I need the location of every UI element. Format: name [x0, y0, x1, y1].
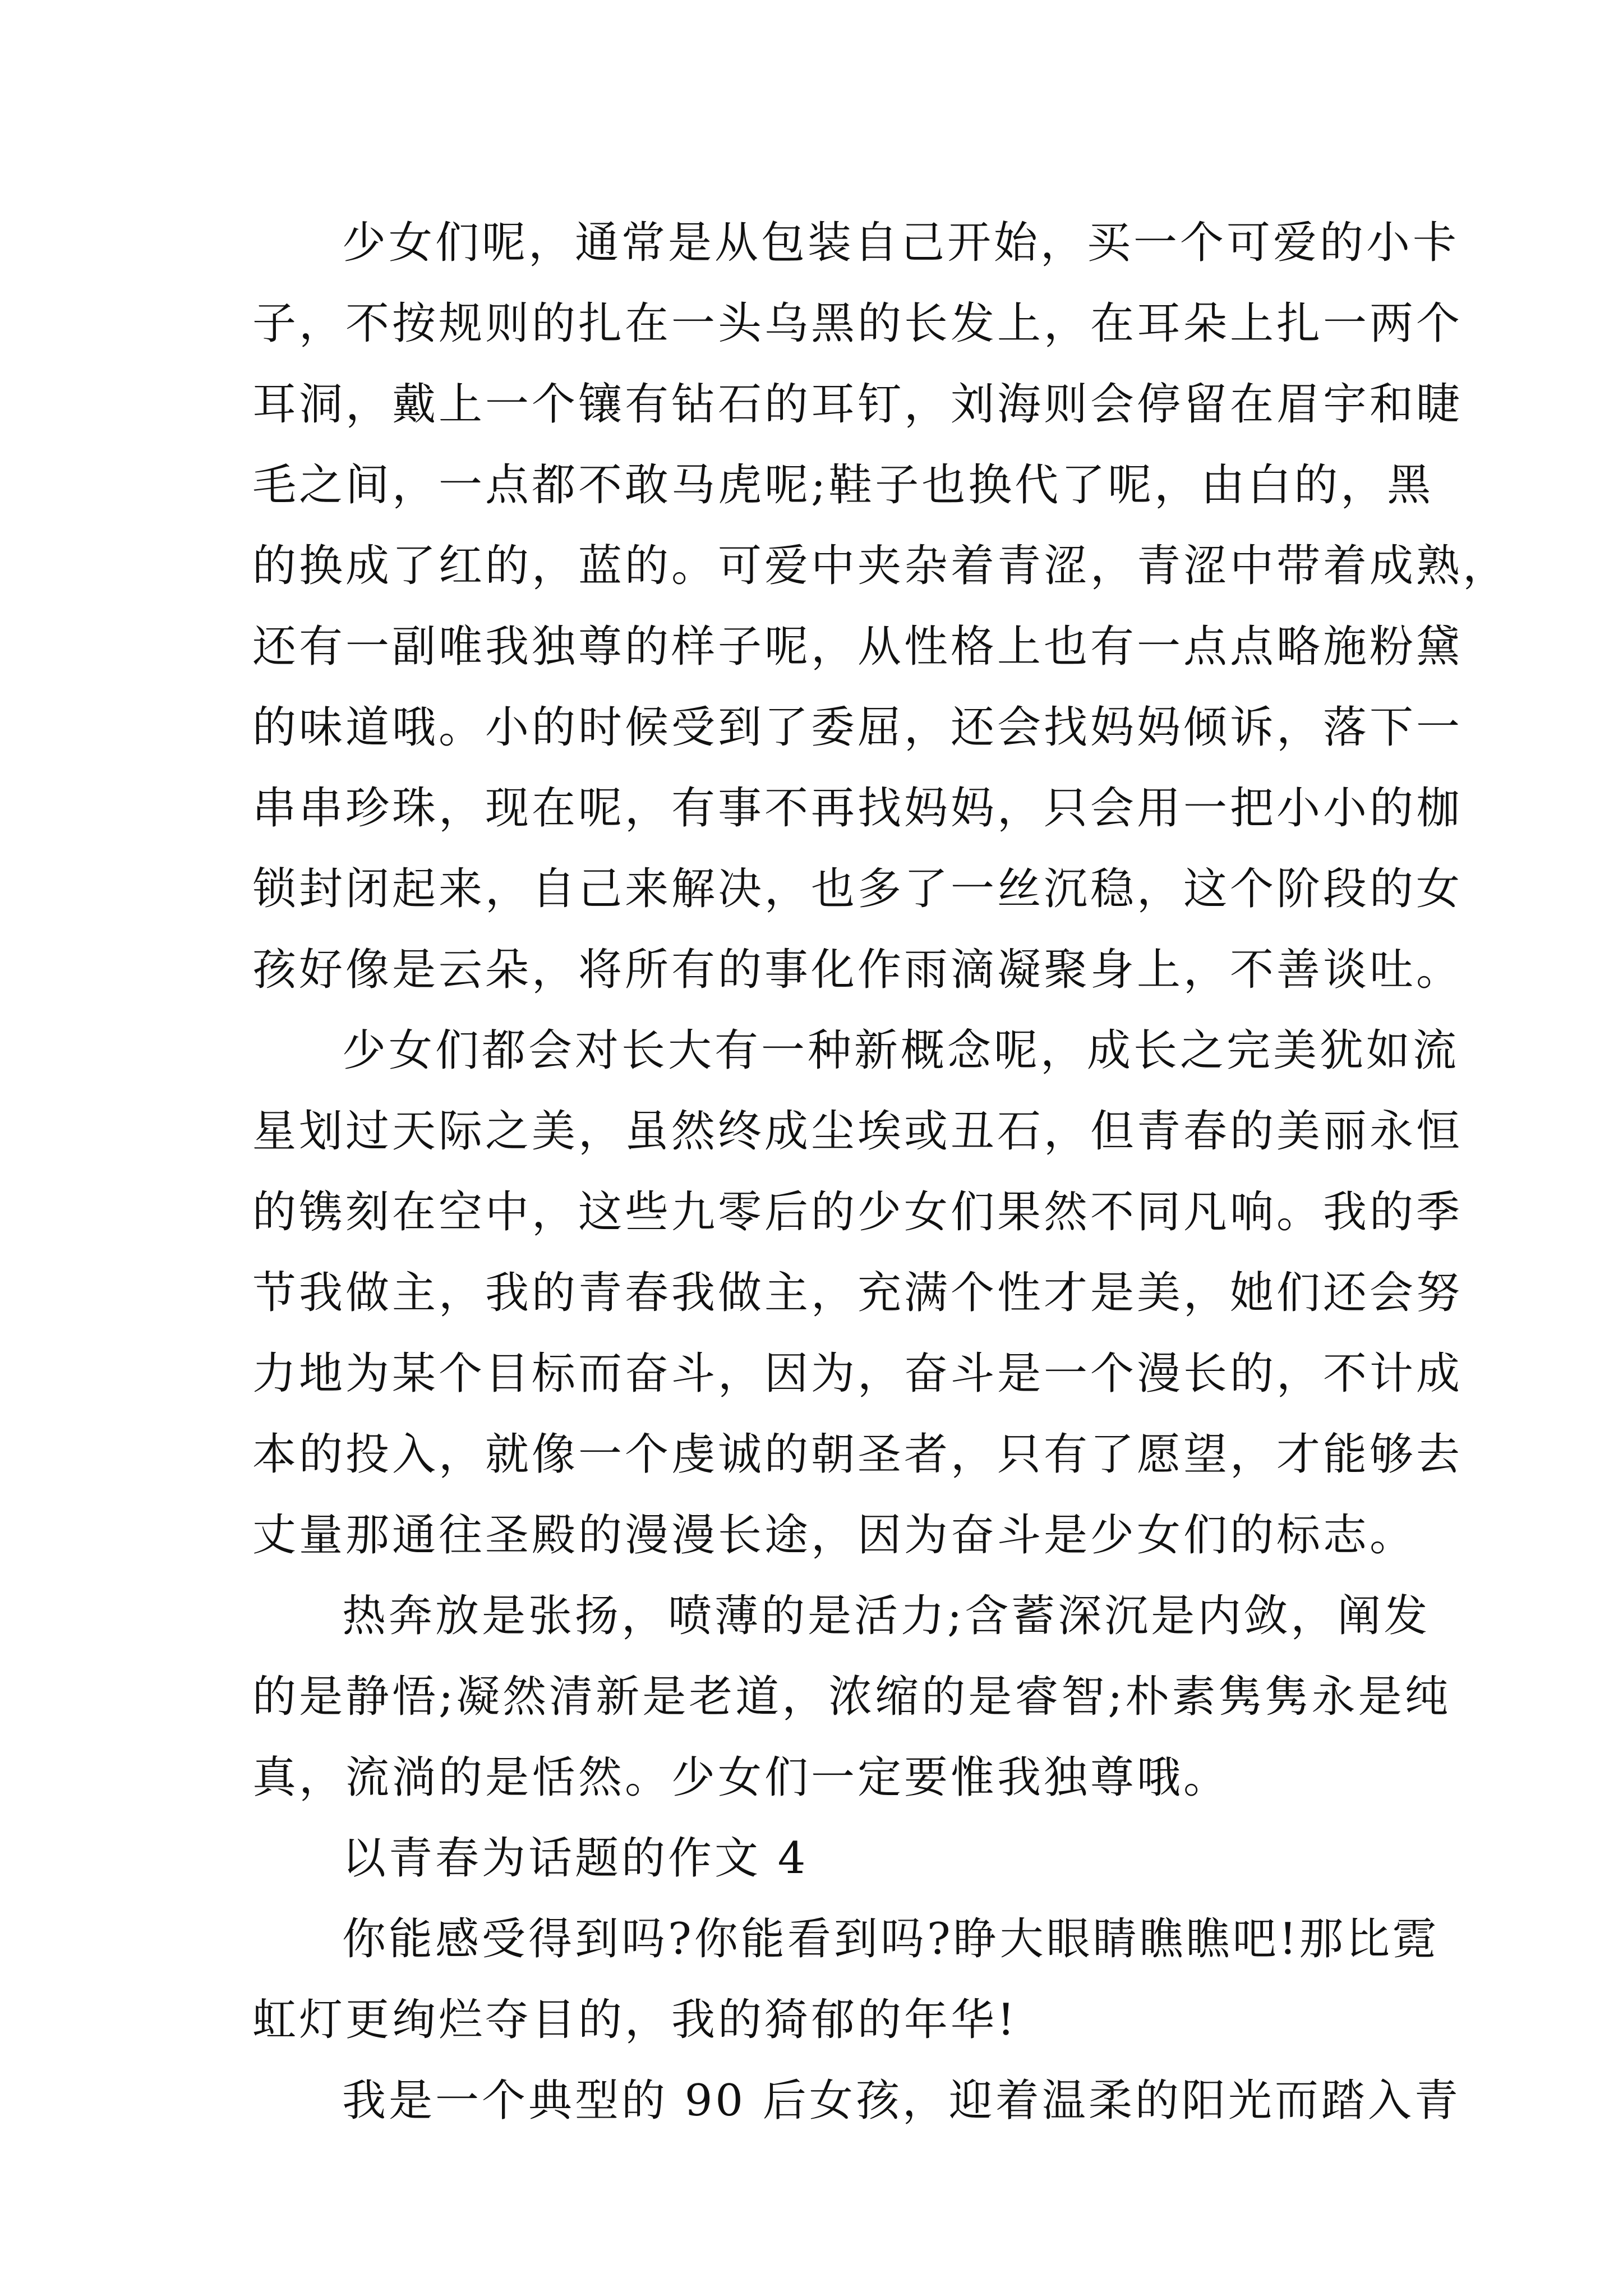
text-line: 力地为某个目标而奋斗，因为，奋斗是一个漫长的，不计成	[252, 1349, 1463, 1399]
text-line: 的镌刻在空中，这些九零后的少女们果然不同凡响。我的季	[252, 1187, 1463, 1237]
text-line: 毛之间，一点都不敢马虎呢;鞋子也换代了呢，由白的，黑	[252, 460, 1434, 510]
text-line: 我是一个典型的 90 后女孩，迎着温柔的阳光而踏入青	[342, 2076, 1461, 2126]
section-heading: 以青春为话题的作文 4	[342, 1833, 809, 1884]
text-line: 你能感受得到吗?你能看到吗?睁大眼睛瞧瞧吧!那比霓	[342, 1914, 1439, 1964]
text-line: 锁封闭起来，自己来解决，也多了一丝沉稳，这个阶段的女	[252, 864, 1463, 914]
text-line: 星划过天际之美，虽然终成尘埃或丑石，但青春的美丽永恒	[252, 1106, 1463, 1157]
text-line: 还有一副唯我独尊的样子呢，从性格上也有一点点略施粉黛	[252, 622, 1463, 672]
text-line: 虹灯更绚烂夺目的，我的猗郁的年华!	[252, 1995, 1018, 2045]
text-line: 少女们呢，通常是从包装自己开始，买一个可爱的小卡	[342, 218, 1460, 268]
text-line: 少女们都会对长大有一种新概念呢，成长之完美犹如流	[342, 1025, 1460, 1076]
text-line: 丈量那通往圣殿的漫漫长途，因为奋斗是少女们的标志。	[252, 1510, 1417, 1561]
text-line: 子，不按规则的扎在一头乌黑的长发上，在耳朵上扎一两个	[252, 298, 1463, 349]
text-line: 真，流淌的是恬然。少女们一定要惟我独尊哦。	[252, 1752, 1230, 1803]
text-line: 的换成了红的，蓝的。可爱中夹杂着青涩，青涩中带着成熟，	[252, 541, 1510, 591]
text-line: 本的投入，就像一个虔诚的朝圣者，只有了愿望，才能够去	[252, 1429, 1463, 1480]
text-line: 孩好像是云朵，将所有的事化作雨滴凝聚身上，不善谈吐。	[252, 945, 1463, 995]
text-line: 的是静悟;凝然清新是老道，浓缩的是睿智;朴素隽隽永是纯	[252, 1672, 1451, 1722]
text-line: 热奔放是张扬，喷薄的是活力;含蓄深沉是内敛，阐发	[342, 1591, 1431, 1641]
text-line: 耳洞，戴上一个镶有钻石的耳钉，刘海则会停留在眉宇和睫	[252, 379, 1463, 430]
text-line: 的味道哦。小的时候受到了委屈，还会找妈妈倾诉，落下一	[252, 702, 1463, 753]
text-line: 节我做主，我的青春我做主，充满个性才是美，她们还会努	[252, 1268, 1463, 1318]
text-line: 串串珍珠，现在呢，有事不再找妈妈，只会用一把小小的枷	[252, 783, 1463, 834]
